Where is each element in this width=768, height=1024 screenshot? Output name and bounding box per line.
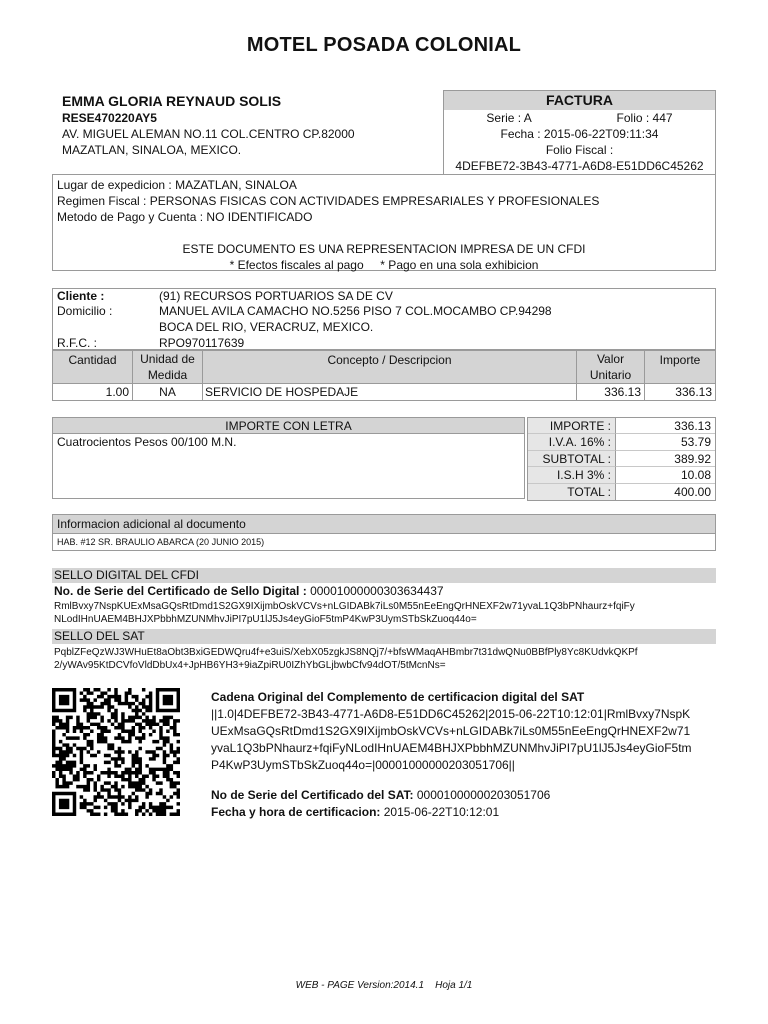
col-importe: Importe <box>659 353 701 367</box>
lugar-expedicion: Lugar de expedicion : MAZATLAN, SINALOA <box>57 178 297 192</box>
cell-importe: 336.13 <box>675 385 712 399</box>
cell-valor: 336.13 <box>577 384 645 400</box>
domicilio-line1: MANUEL AVILA CAMACHO NO.5256 PISO 7 COL.MOCAMBO CP.94298 <box>159 304 552 318</box>
cadena-title: Cadena Original del Complemento de certificacion digital del SAT <box>211 690 585 704</box>
sello-sat-header: SELLO DEL SAT <box>52 629 716 644</box>
domicilio-label: Domicilio : <box>57 304 113 318</box>
page-title: MOTEL POSADA COLONIAL <box>246 34 522 56</box>
totals-box <box>527 417 716 501</box>
sat-fecha: Fecha y hora de certificacion: 2015-06-22T10:12:01 <box>211 805 500 819</box>
issuer-address-line1: AV. MIGUEL ALEMAN NO.11 COL.CENTRO CP.82000 <box>62 127 355 141</box>
factura-box <box>443 90 716 175</box>
items-table-header <box>52 350 716 384</box>
factura-serie: Serie : A <box>486 111 532 125</box>
cliente-name: (91) RECURSOS PORTUARIOS SA DE CV <box>159 289 393 303</box>
factura-folio-fiscal: 4DEFBE72-3B43-4771-A6D8-E51DD6C45262 <box>455 159 704 173</box>
total-row-ish: I.S.H 3% : 10.08 <box>528 467 715 483</box>
certificado-serie: No. de Serie del Certificado de Sello Digital : 00001000000303634437 <box>54 584 444 598</box>
table-row <box>52 384 716 401</box>
regimen-fiscal: Regimen Fiscal : PERSONAS FISICAS CON ACTIVIDADES EMPRESARIALES Y PROFESIONALES <box>57 194 600 208</box>
expedicion-box <box>52 174 716 271</box>
sello-digital-header: SELLO DIGITAL DEL CFDI <box>52 568 716 583</box>
importe-letra-text: Cuatrocientos Pesos 00/100 M.N. <box>52 434 525 499</box>
issuer-block <box>62 92 432 158</box>
total-row-subtotal: SUBTOTAL : 389.92 <box>528 451 715 467</box>
sello-sat-text: PqblZFeQzWJ3WHuEt8aObt3BxiGEDWQru4f+e3uiS/XebX05zgkJS8NQj7/+bfsWMaqAHBmbr7t31dwQNu0BBfPly8Yc8KUdvkQKPf 2/yWAv95KtDCVfoVldDbUx4+JpHB6YH3+9iaZpiRU0IZhYbGLjbwbCfv94dOT/5tMcnNs= <box>54 647 638 671</box>
issuer-address-line2: MAZATLAN, SINALOA, MEXICO. <box>62 143 242 157</box>
qr-code <box>52 688 180 816</box>
efectos-text: * Efectos fiscales al pago * Pago en una sola exhibicion <box>229 258 539 272</box>
factura-folio: Folio : 447 <box>616 111 673 125</box>
col-unidad: Unidad de Medida <box>133 351 203 383</box>
col-cantidad: Cantidad <box>53 351 133 383</box>
representacion-text: ESTE DOCUMENTO ES UNA REPRESENTACION IMPRESA DE UN CFDI <box>182 242 586 256</box>
col-valor: Valor Unitario <box>577 351 645 383</box>
issuer-name: EMMA GLORIA REYNAUD SOLIS <box>62 93 282 109</box>
rfc-label: R.F.C. : <box>57 336 98 350</box>
issuer-rfc: RESE470220AY5 <box>62 111 157 125</box>
factura-folio-fiscal-label: Folio Fiscal : <box>545 143 614 157</box>
factura-header: FACTURA <box>444 91 715 110</box>
cliente-label: Cliente : <box>57 289 105 303</box>
info-adicional-header: Informacion adicional al documento <box>52 514 716 534</box>
importe-letra-header: IMPORTE CON LETRA <box>52 417 525 434</box>
qr-modules <box>52 688 180 816</box>
cell-concepto: SERVICIO DE HOSPEDAJE <box>203 384 577 400</box>
total-row-iva: I.V.A. 16% : 53.79 <box>528 434 715 450</box>
cell-cantidad: 1.00 <box>53 384 133 400</box>
sat-cert-block <box>211 787 717 821</box>
sat-serie: No de Serie del Certificado del SAT: 00001000000203051706 <box>211 788 551 802</box>
total-row-importe: IMPORTE : 336.13 <box>528 418 715 434</box>
page-footer: WEB - PAGE Version:2014.1 Hoja 1/1 <box>295 980 473 991</box>
cadena-original: Cadena Original del Complemento de certificacion digital del SAT ||1.0|4DEFBE72-3B43-4771-A6D8-E51DD6C45262|2015-06-22T10:12:01|RmlBvxy7NspK UExMsaGQsRtDmd1S2GX9IXijmbOskVCVs+nLGIDABk7iLs0M55nEeEngQrHNEXF2w71 yvaL1Q3bPNhaurz+fqiFyNLodIHnUAEM4BHJXPbbhMZUNMhvJiPI7pU1lJ5Js4eyGioF5tm P4KwP3UymSTbSkZuoq44o=|00001000000203051706|| <box>211 689 717 774</box>
domicilio-line2: BOCA DEL RIO, VERACRUZ, MEXICO. <box>159 320 374 334</box>
total-row-total: TOTAL : 400.00 <box>528 484 715 500</box>
factura-fecha: Fecha : 2015-06-22T09:11:34 <box>500 127 659 141</box>
client-box <box>52 288 716 350</box>
sello-digital-text: RmlBvxy7NspKUExMsaGQsRtDmd1S2GX9IXijmbOskVCVs+nLGIDABk7iLs0M55nEeEngQrHNEXF2w71yvaL1Q3bPNhaurz+fqiFy NLodIHnUAEM4BHJXPbbhMZUNMhvJiPI7pU1lJ5Js4eyGioF5tmP4KwP3UymSTbSkZuoq44o= <box>54 601 635 625</box>
info-adicional-text: HAB. #12 SR. BRAULIO ABARCA (20 JUNIO 2015) <box>52 534 716 551</box>
cell-unidad: NA <box>133 384 203 400</box>
metodo-pago: Metodo de Pago y Cuenta : NO IDENTIFICADO <box>57 210 313 224</box>
cliente-rfc: RPO970117639 <box>159 336 245 350</box>
col-concepto: Concepto / Descripcion <box>203 351 577 383</box>
